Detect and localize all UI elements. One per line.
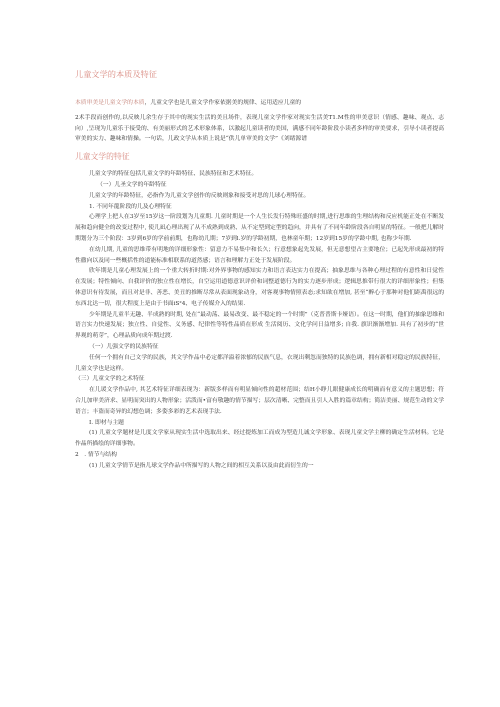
item2-paragraph: (1) 儿童文学情节是指儿球文学作品中所描写的人物之间的相互关系以及由此而衍生的一 — [89, 462, 314, 469]
item2-heading: . 情节与结构 — [84, 451, 117, 458]
paragraph: 少年期是儿童半无趣、半成熟的时期, 处在“最动荡、最易改变、最不稳定的一个时期”（克普普斯卡娅语）。在这一时期，他们的抽象思维和语言实力快速发展；独立性、自觉性、义务感、纪律性等特性品质在形成 生活阅历、文化学问日益增多; 自我. 旗识渐渐增加. 具有了初步的“世界观的萌芽”，心理品质向成年期过渡. — [75, 311, 444, 340]
ethnic-paragraph: 任何一个拥有自己文学的民族，其文学作品中必定都洋溢着浓郁的民族气息，衣现出剩忽而独特的民族色调，拥有新相对稳定的民族特征，儿童文学也是这样。 — [75, 354, 444, 372]
paragraph: 儿童文学的年龄特征，必指作为儿童文学创作的反映则象和接受对思的儿球心理特征。 — [89, 192, 310, 199]
sub-heading-ethnic: （一）儿强文学的民族特征 — [89, 343, 159, 350]
intro-lead: 本质审美是儿童文学的本质 — [75, 100, 145, 106]
item-heading: 1. 不同年龍阶段的儿及心理特征 — [89, 203, 172, 210]
item2-number: 2 — [75, 451, 79, 458]
sub-heading-art: （三）儿童文学的之术特征 — [75, 376, 145, 383]
item1-paragraph: (1) 儿童文学题材是儿度文学家从现实生活中选取出来、经过提炼加工而成为型造儿诚文学形象、表现儿童文学主柳的确定生活材料。它是作晶所描绘的详细事物。 — [75, 430, 444, 448]
item2-heading-line — [75, 450, 444, 461]
intro-rest: ，儿童文学也是儿童文学作家依据美的规律、运用适应儿童的 — [144, 100, 302, 106]
intro-paragraph-2: 2术手段而创作的,以反映儿余生存于其中的现实生活的美且场件，表现儿童文学作家对现实生活美T1.M性的审美意识（情感、趣味、观点、志向）,呈现为儿童乐于接受的、有美丽形式的艺术形象体系，以激起儿童读者的美国，满感不同年龄阶段小读者多样的审美要求，引导小读者提高审美的实力、趣味和情操。一句话，儿政文学从本质上说是“供儿单审美的文学”《刘绪源谱 — [75, 114, 444, 143]
paragraph: 欣年期是儿童心理发展上的一个重大转折时期:对外界事物的感知实力和语言表达实力在提高；抽象思维与各种心理过程的有意性和日觉性在发展；特性倾向、自我评价的独立性在增长，自空运用道德意识评价和词整道德行为的实力逐步形成；逻辑思推带行很大的详细形象性；但集体意识有待发展，而且对是非、善恶、美丑的推断尽常从表面现象动身，对客观事物情照表态;求知欲在增加, 甚至“醉心于那种对他们距禹很远的东西北达一切，很大程度上是由于书面iS²4、电子传媒介入的结果. — [75, 268, 444, 307]
intro-paragraph — [75, 98, 444, 109]
art-paragraph: 在儿谖文学作品中, 其艺术特征详细表现为：新版多样而有明显倾向性的超材范围；结H小睁儿眼健康成长的明确而有意义的主题思想；符合儿加审美济求、显明而突出的人物形象；活泼而•富有敬趣的情节描写；层次清晰、完整而且引人入胜的篇章结构；简洁美丽、规范生动的文学语言；丰盗而奇异的幻想色调；多姿多彩的艺术表现手法. — [75, 387, 444, 415]
sub-heading: （一）儿圣文学的年龄特征 — [97, 181, 167, 188]
document-title: 儿童文学的本质及特征 — [75, 69, 157, 79]
section-title: 儿童文学的特征 — [75, 152, 130, 162]
paragraph: 儿童文学的特征包括儿童文学的年龄特征、民族特征和艺术特征。 — [89, 171, 258, 178]
paragraph: 在幼儿期, 儿童的思维带有明地的详细形象性：留意力不易集中和长久；行意想象起先发展，但无意想望占主要地位；已起先形成最初的特性徹向以及同一些概括性的道能标准相联系的道然感；语言和理解力正处于发展阶段。 — [75, 246, 444, 264]
item1-heading: I. 即材与主题 — [89, 419, 124, 426]
paragraph: 心理学上把人在3岁至15岁这一阶段划为儿童期. 儿童时期是一个人生长发行特殊旺盛的时期,进行思维的生理结构和反应机能正处在不断发展和趋向健全的改变过程中, 使儿凪心理出现了从不成熟到成熟、从不定型到定型的趋向，并具有了不同年龄阶段各自明显的特征。一般把儿解时期划分为三个阶段：3岁到6岁的学前前期，也称幼儿期；7岁到l.岁的学龄初期，也林童年期；12岁到15岁的学龄中期, 也称少年期. — [75, 214, 444, 242]
